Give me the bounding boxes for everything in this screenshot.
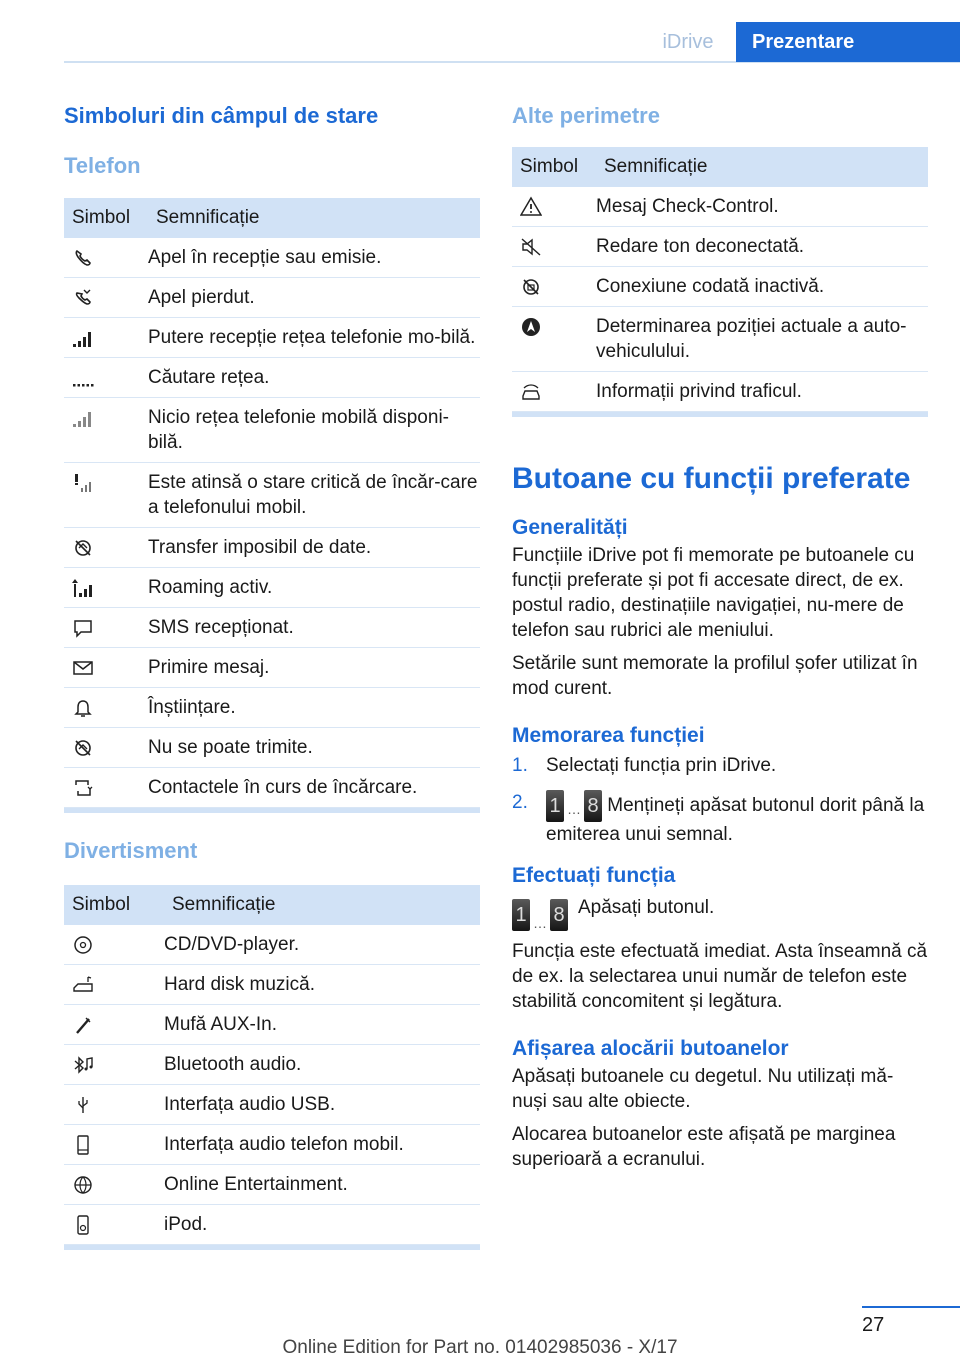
row-text: Primire mesaj. bbox=[148, 648, 480, 688]
table-row bbox=[64, 1045, 480, 1085]
status-symbols-title: Simboluri din câmpul de stare bbox=[64, 103, 379, 128]
row-text: Este atinsă o stare critică de încăr-care a telefonului mobil. bbox=[148, 463, 480, 528]
phone-icon bbox=[72, 247, 94, 269]
row-text: Redare ton deconectată. bbox=[596, 227, 928, 267]
table-row bbox=[512, 372, 928, 412]
phone-section-title: Telefon bbox=[64, 153, 141, 178]
table-row bbox=[64, 1005, 480, 1045]
row-text: Bluetooth audio. bbox=[164, 1045, 480, 1085]
mail-icon bbox=[72, 657, 94, 679]
table-row bbox=[64, 278, 480, 318]
table-row bbox=[64, 965, 480, 1005]
step-number: 2. bbox=[512, 792, 528, 813]
battery-critical-icon bbox=[72, 472, 94, 494]
col-meaning-header: Semnificație bbox=[596, 147, 928, 187]
table-row bbox=[64, 925, 480, 965]
general-title: Generalități bbox=[512, 516, 628, 539]
table-row bbox=[64, 648, 480, 688]
table-row bbox=[64, 688, 480, 728]
footer-rule bbox=[862, 1306, 960, 1308]
bluetooth-audio-icon bbox=[72, 1054, 94, 1076]
table-row bbox=[512, 227, 928, 267]
favorite-keys-image bbox=[512, 899, 568, 931]
hard-disk-icon bbox=[72, 974, 94, 996]
table-row bbox=[64, 358, 480, 398]
usb-icon bbox=[72, 1094, 94, 1116]
table-row bbox=[64, 728, 480, 768]
phone-symbol-table bbox=[64, 198, 480, 808]
row-text: Nu se poate trimite. bbox=[148, 728, 480, 768]
list-item bbox=[512, 790, 928, 847]
key-1: 1 bbox=[512, 899, 530, 931]
ipod-icon bbox=[72, 1214, 94, 1236]
favorite-keys-image bbox=[546, 790, 602, 822]
table-row bbox=[64, 608, 480, 648]
col-symbol-header: Simbol bbox=[64, 198, 148, 238]
data-transfer-off-icon bbox=[72, 537, 94, 559]
execute-inline bbox=[512, 895, 928, 931]
network-search-icon bbox=[72, 367, 94, 389]
row-text: CD/DVD-player. bbox=[164, 925, 480, 965]
row-text: Nicio rețea telefonie mobilă disponi-bilă. bbox=[148, 398, 480, 463]
row-text: Căutare rețea. bbox=[148, 358, 480, 398]
key-8: 8 bbox=[550, 899, 568, 931]
favorite-buttons-title: Butoane cu funcții preferate bbox=[512, 462, 911, 495]
missed-call-icon bbox=[72, 287, 94, 309]
header-section: iDrive bbox=[662, 31, 714, 53]
table-row bbox=[64, 398, 480, 463]
row-text: Apel în recepție sau emisie. bbox=[148, 238, 480, 278]
no-network-icon bbox=[72, 407, 94, 429]
general-paragraph: Funcțiile iDrive pot fi memorate pe butoanele cu funcții preferate și pot fi accesate direct, de ex. postul radio, destinațiile navigației, nu-mere de telefon sau rubrici ale meniului. bbox=[512, 545, 915, 641]
table-end-bar bbox=[512, 412, 928, 417]
row-text: Mesaj Check-Control. bbox=[596, 187, 928, 227]
key-1: 1 bbox=[546, 790, 564, 822]
key-assignment-paragraph: Apăsați butoanele cu degetul. Nu utilizați mă-nuși sau alte obiecte. bbox=[512, 1066, 894, 1112]
memorize-steps bbox=[512, 753, 928, 847]
col-meaning-header: Semnificație bbox=[164, 885, 480, 925]
other-symbol-table bbox=[512, 147, 928, 412]
row-text: Mufă AUX-In. bbox=[164, 1005, 480, 1045]
key-assignment-title: Afișarea alocării butoanelor bbox=[512, 1037, 789, 1060]
col-symbol-header: Simbol bbox=[512, 147, 596, 187]
signal-strength-icon bbox=[72, 327, 94, 349]
row-text: Informații privind traficul. bbox=[596, 372, 928, 412]
send-failed-icon bbox=[72, 737, 94, 759]
position-icon bbox=[520, 316, 542, 338]
key-dots: … bbox=[533, 915, 547, 931]
table-end-bar bbox=[64, 1245, 480, 1250]
entertainment-symbol-table bbox=[64, 885, 480, 1245]
right-column bbox=[512, 100, 928, 1172]
step-text: Selectați funcția prin iDrive. bbox=[546, 755, 777, 776]
table-row bbox=[64, 1165, 480, 1205]
table-row bbox=[64, 238, 480, 278]
row-text: Contactele în curs de încărcare. bbox=[148, 768, 480, 808]
table-row bbox=[64, 568, 480, 608]
bell-icon bbox=[72, 697, 94, 719]
speaker-off-icon bbox=[520, 236, 542, 258]
col-meaning-header: Semnificație bbox=[148, 198, 480, 238]
step-number: 1. bbox=[512, 755, 528, 776]
table-row bbox=[64, 768, 480, 808]
table-end-bar bbox=[64, 808, 480, 813]
table-row bbox=[64, 1125, 480, 1165]
cd-icon bbox=[72, 934, 94, 956]
execute-title: Efectuați funcția bbox=[512, 864, 676, 887]
mobile-phone-icon bbox=[72, 1134, 94, 1156]
row-text: Online Entertainment. bbox=[164, 1165, 480, 1205]
warning-triangle-icon bbox=[520, 196, 542, 218]
general-paragraph-2: Setările sunt memorate la profilul șofer utilizat în mod curent. bbox=[512, 653, 918, 699]
traffic-info-icon bbox=[520, 381, 542, 403]
row-text: Interfața audio telefon mobil. bbox=[164, 1125, 480, 1165]
edition-note: Online Edition for Part no. 01402985036 - X/17 bbox=[282, 1337, 678, 1358]
table-row bbox=[512, 307, 928, 372]
row-text: Conexiune codată inactivă. bbox=[596, 267, 928, 307]
list-item bbox=[512, 753, 928, 778]
contacts-loading-icon bbox=[72, 777, 94, 799]
table-row bbox=[512, 187, 928, 227]
table-row bbox=[64, 318, 480, 358]
header-chapter-tab: Prezentare bbox=[736, 22, 960, 62]
row-text: Transfer imposibil de date. bbox=[148, 528, 480, 568]
row-text: Apel pierdut. bbox=[148, 278, 480, 318]
step-text: Mențineți apăsat butonul dorit până la emiterea unui semnal. bbox=[546, 795, 925, 845]
key-assignment-paragraph-2: Alocarea butoanelor este afișată pe marginea superioară a ecranului. bbox=[512, 1124, 896, 1170]
entertainment-section-title: Divertisment bbox=[64, 838, 198, 863]
aux-plug-icon bbox=[72, 1014, 94, 1036]
other-areas-title: Alte perimetre bbox=[512, 103, 660, 128]
table-row bbox=[64, 528, 480, 568]
row-text: iPod. bbox=[164, 1205, 480, 1245]
left-column bbox=[64, 100, 480, 1250]
page-number: 27 bbox=[862, 1314, 885, 1336]
key-8: 8 bbox=[584, 790, 602, 822]
row-text: Înștiințare. bbox=[148, 688, 480, 728]
online-entertainment-icon bbox=[72, 1174, 94, 1196]
row-text: Determinarea poziției actuale a auto-vehiculului. bbox=[596, 307, 928, 372]
execute-paragraph: Funcția este efectuată imediat. Asta înseamnă că de ex. la selectarea unui număr de telefon este stabilită concomitent și legătura. bbox=[512, 941, 928, 1012]
memorize-title: Memorarea funcției bbox=[512, 724, 705, 747]
col-symbol-header: Simbol bbox=[64, 885, 164, 925]
row-text: Interfața audio USB. bbox=[164, 1085, 480, 1125]
execute-inline-text: Apăsați butonul. bbox=[578, 897, 715, 918]
coded-connection-off-icon bbox=[520, 276, 542, 298]
roaming-icon bbox=[72, 577, 94, 599]
row-text: Hard disk muzică. bbox=[164, 965, 480, 1005]
row-text: Roaming activ. bbox=[148, 568, 480, 608]
sms-icon bbox=[72, 617, 94, 639]
table-row bbox=[64, 1205, 480, 1245]
row-text: Putere recepție rețea telefonie mo-bilă. bbox=[148, 318, 480, 358]
table-row bbox=[512, 267, 928, 307]
table-row bbox=[64, 463, 480, 528]
row-text: SMS recepționat. bbox=[148, 608, 480, 648]
key-dots: … bbox=[567, 801, 581, 817]
table-row bbox=[64, 1085, 480, 1125]
